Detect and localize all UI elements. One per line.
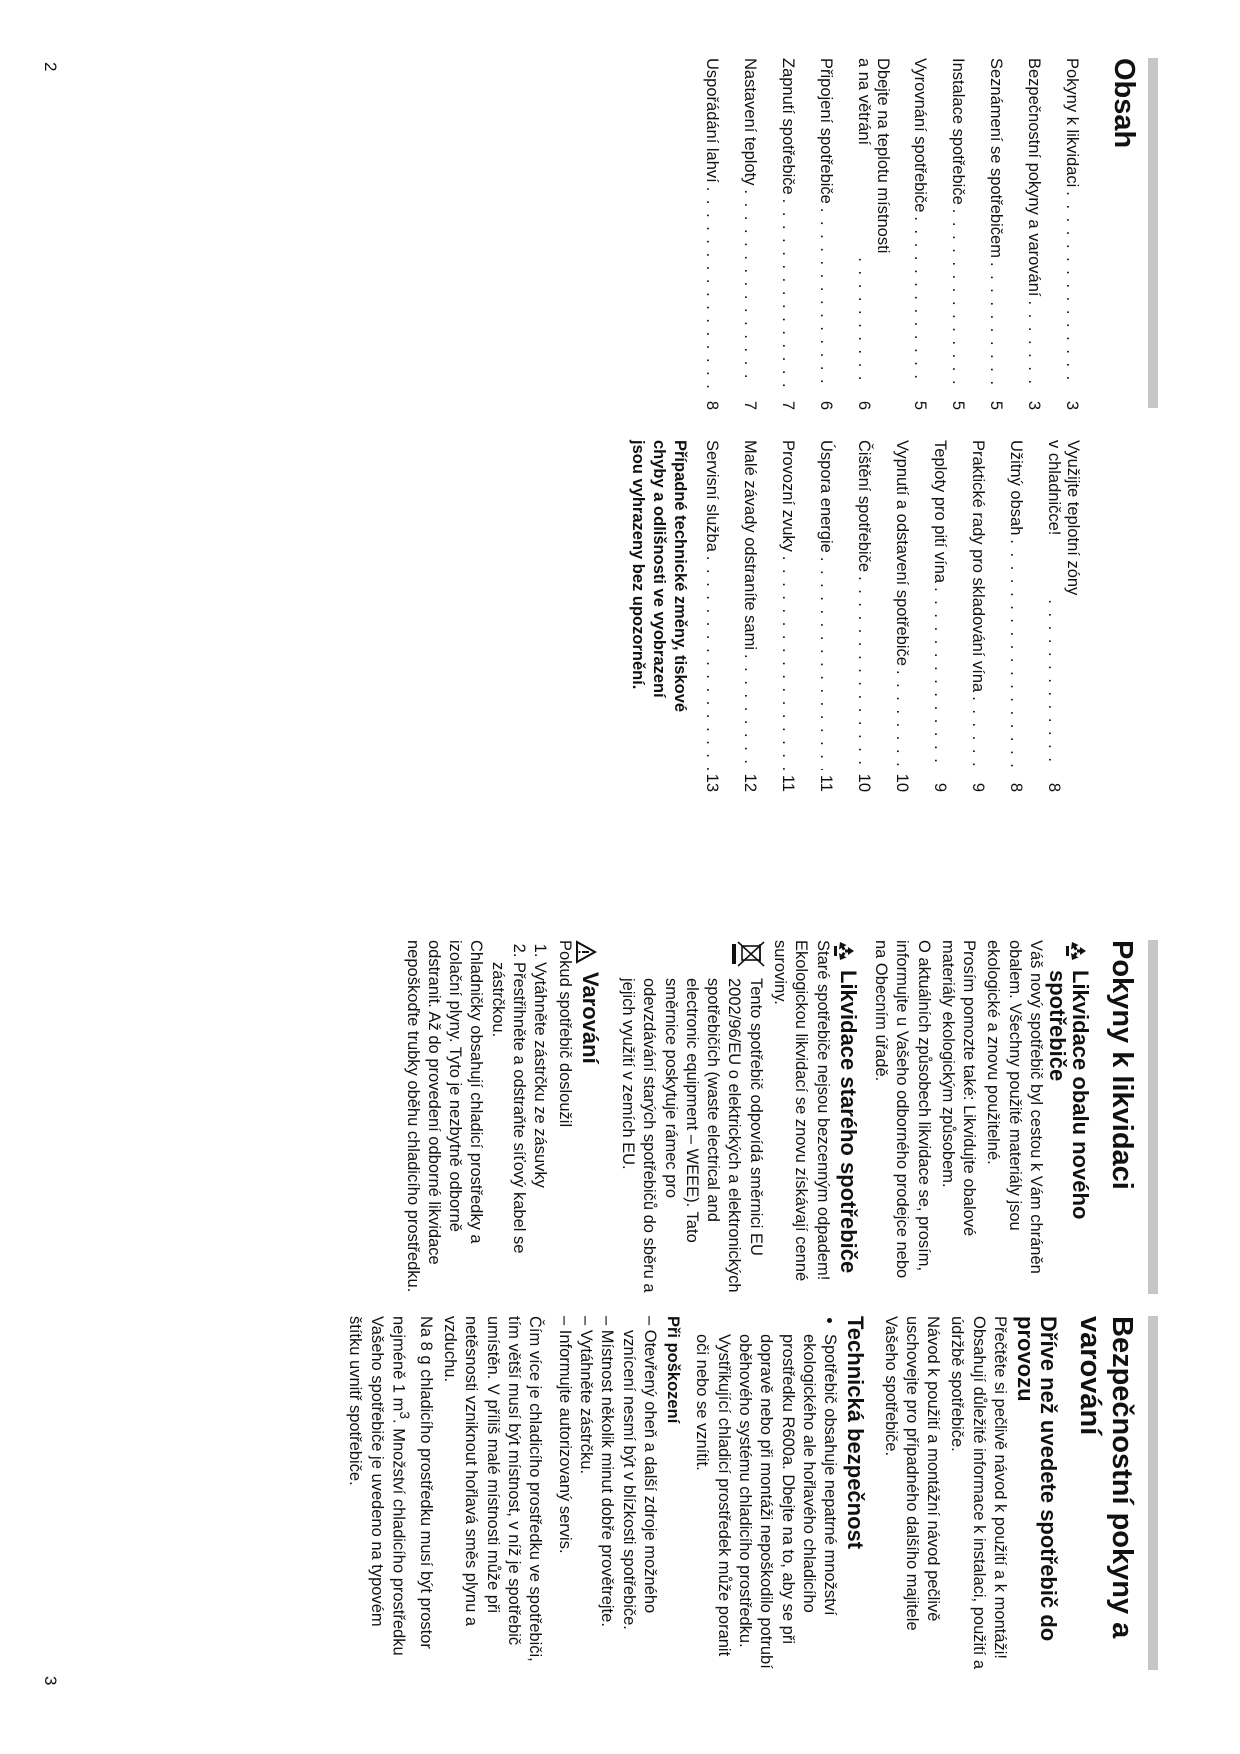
- toc-leader-dots: [948, 209, 967, 388]
- toc-entry: [1006, 440, 1044, 792]
- safety-title: Bezpečnostní pokyny a varování: [1074, 1316, 1138, 1639]
- toc-entry: [816, 440, 854, 792]
- toc-leader-dots: [1006, 539, 1025, 770]
- toc-entry: [854, 440, 892, 792]
- toc-entry: [816, 58, 854, 410]
- before-use-paragraph-2: Návod k použití a montážní návod pečlivě uschovejte pro případného dalšího majitele Vašeho spotřebiče.: [881, 1316, 943, 1631]
- damage-list: [553, 1316, 659, 1670]
- contents-list-right: [702, 440, 1100, 792]
- before-use-heading: Dříve než uvedete spotřebič do provozu: [1013, 1316, 1061, 1642]
- toc-leader-dots: [740, 654, 759, 770]
- toc-entry-page: 3: [1063, 400, 1081, 410]
- before-use-paragraph-1: Přečtěte si pečlivě návod k použití a k montáži! Obsahují důležité informace k instalaci, použití a údržbě spotřebiče.: [948, 1316, 1009, 1670]
- toc-entry-label: Nastavení teploty: [741, 58, 759, 186]
- toc-entry: [778, 58, 816, 410]
- packaging-heading: Likvidace obalu nového spotřebiče: [1045, 970, 1093, 1220]
- disposal-column: [398, 940, 1138, 1294]
- toc-entry: [702, 440, 740, 792]
- toc-entry-label: Čištění spotřebiče: [855, 440, 873, 573]
- page-number-left: 2: [41, 62, 60, 72]
- toc-entry-label: Uspořádání lahví: [703, 58, 721, 183]
- toc-leader-dots: [1062, 191, 1081, 388]
- toc-entry-label: Teploty pro pití vína: [931, 440, 949, 584]
- toc-entry: [986, 58, 1024, 410]
- technical-safety-list: [691, 1316, 840, 1670]
- toc-entry-page: 9: [969, 782, 987, 792]
- toc-leader-dots: [1044, 599, 1063, 770]
- damage-item: – Otevřený oheň a další zdroje možného vznícení nesmí být v blízkosti spotřebiče.: [619, 1316, 659, 1630]
- toc-entry-page: 8: [703, 400, 721, 410]
- toc-entry-page: 12: [741, 773, 759, 792]
- toc-entry-label: Dbejte na teplotu místnosti a na větrání: [855, 58, 892, 254]
- toc-entry-page: 5: [987, 400, 1005, 410]
- weee-paragraph: Tento spotřebič odpovídá směrnici EU 2002/96/EU o elektrických a elektronických spotřebičích (waste electrical and electronic equipment – WEEE). Tato směrnice poskytuje rámec pro odevzdávání starých spotřebičů do sběru a jejich využití v zemích EU.: [618, 978, 765, 1293]
- warning-paragraph: Chladničky obsahují chladicí prostředky a izolační plyny. Tyto je nezbytně odborně odstranit. Až do provedení odborné likvidace nepoškoďte trubky oběhu chladicího prostředku.: [403, 940, 486, 1293]
- packaging-paragraph-3: O aktuálních způsobech likvidace se, prosím, informujte u Vašeho odborného prodejce nebo na Obecním úřadě.: [871, 940, 933, 1279]
- toc-entry-label: Úspora energie: [817, 440, 835, 553]
- damage-item: – Vytáhněte zástrčku.: [576, 1316, 595, 1475]
- toc-entry-label: Vypnutí a odstavení spotřebiče: [893, 440, 911, 666]
- warning-step: 1. Vytáhněte zástrčku ze zásuvky: [529, 962, 550, 1294]
- toc-leader-dots: [854, 257, 873, 388]
- technical-safety-heading: Technická bezpečnost: [843, 1316, 869, 1550]
- toc-leader-dots: [986, 262, 1005, 388]
- refrigerant-amount-paragraph: Na 8 g chladicího prostředku musí být prostor nejméně 1 $m^3$. Množství chladicího prostředku Vašeho spotřebiče je uvedeno na typovém štítku uvnitř spotřebiče.: [346, 1316, 435, 1656]
- toc-entry-label: Bezpečnostní pokyny a varování: [1025, 58, 1043, 297]
- weee-block: [614, 940, 766, 1294]
- toc-entry-page: 10: [855, 773, 873, 792]
- toc-entry-label: Pokyny k likvidaci: [1063, 58, 1081, 188]
- safety-column: [341, 1316, 1138, 1670]
- toc-entry: [910, 58, 948, 410]
- toc-entry-label: Praktické rady pro skladování vína: [969, 440, 987, 693]
- damage-item: – Informujte autorizovaný servis.: [555, 1316, 574, 1554]
- warning-intro: Pokud spotřebič dosloužil: [555, 940, 574, 1128]
- warning-steps: [486, 940, 550, 1294]
- recycle-icon: [1065, 940, 1087, 962]
- disclaimer-note: Případné technické změny, tiskové chyby a odlišnosti ve vyobrazení jsou vyhrazeny bez upozornění.: [629, 440, 689, 713]
- toc-leader-dots: [778, 199, 797, 388]
- damage-heading: Při poškození: [664, 1316, 683, 1424]
- toc-entry-page: 6: [817, 400, 835, 410]
- toc-entry: [702, 58, 740, 410]
- toc-leader-dots: [702, 187, 721, 388]
- packaging-paragraph-2: Prosím pomozte také: Likvidujte obalové materiály ekologickým způsobem.: [938, 940, 979, 1237]
- toc-entry: [740, 440, 778, 792]
- toc-entry: [968, 440, 1006, 792]
- toc-entry-label: Zapnutí spotřebiče: [779, 58, 797, 195]
- toc-entry: [778, 440, 816, 792]
- toc-entry-page: 3: [1025, 400, 1043, 410]
- toc-entry-page: 13: [703, 773, 721, 792]
- toc-entry-label: Seznámení se spotřebičem: [987, 58, 1005, 258]
- toc-entry: [1024, 58, 1062, 410]
- toc-entry-label: Využijte teplotní zóny v chladničce!: [1045, 440, 1082, 596]
- toc-entry-page: 6: [855, 400, 873, 410]
- disposal-header-bar: [1148, 940, 1158, 1294]
- toc-leader-dots: [816, 208, 835, 388]
- toc-leader-dots: [1024, 300, 1043, 388]
- toc-entry-label: Instalace spotřebiče: [949, 58, 967, 205]
- recycle-icon: [833, 940, 855, 962]
- toc-entry: [1062, 58, 1100, 410]
- toc-entry: [1044, 440, 1100, 792]
- toc-entry-page: 11: [779, 774, 797, 792]
- weee-bin-icon: [732, 940, 766, 968]
- toc-entry-label: Připojení spotřebiče: [817, 58, 835, 204]
- toc-entry: [854, 58, 910, 410]
- old-appliance-paragraph: Staré spotřebiče nejsou bezcenným odpadem! Ekologickou likvidací se znovu získávají cenné suroviny.: [771, 940, 832, 1282]
- toc-entry: [740, 58, 778, 410]
- contents-title: Obsah: [1108, 58, 1140, 149]
- warning-heading-row: [575, 940, 602, 1294]
- damage-item: – Místnost několik minut dobře provětrejte.: [598, 1316, 617, 1627]
- toc-entry-page: 8: [1045, 782, 1063, 792]
- toc-entry-page: 5: [949, 400, 967, 410]
- toc-entry-label: Provozní zvuky: [779, 440, 797, 552]
- toc-leader-dots: [968, 696, 987, 770]
- safety-header-bar: [1148, 1316, 1158, 1670]
- toc-entry-label: Servisní služba: [703, 440, 721, 552]
- toc-entry-label: Malé závady odstraníte sami: [741, 440, 759, 651]
- contents-header-bar: [1148, 58, 1158, 408]
- old-appliance-heading-row: [833, 940, 860, 1294]
- toc-entry: [948, 58, 986, 410]
- technical-safety-item: • Spotřebič obsahuje nepatrné množství ekologického ale hořlavého chladicího prostředku R600a. Dbejte na to, aby se při dopravě nebo při montáži nepoškodilo potrubí oběhového systému chladicího prostředku. Vystřikující chladicí prostředek může poranit oči nebo se vznítit.: [691, 1334, 840, 1670]
- toc-leader-dots: [892, 670, 911, 770]
- room-size-paragraph: Čím více je chladicího prostředku ve spotřebiči, tím větší musí být místnost, v níž je spotřebič umístěn. V příliš malé místnosti může při netěsnosti vzniknout hořlavá směs plynu a vzduchu.: [441, 1316, 545, 1662]
- warning-triangle-icon: [575, 940, 597, 964]
- toc-leader-dots: [854, 576, 873, 770]
- disposal-title: Pokyny k likvidaci: [1106, 940, 1138, 1190]
- toc-entry-page: 7: [779, 400, 797, 410]
- old-appliance-heading: Likvidace starého spotřebiče: [835, 970, 861, 1274]
- packaging-heading-row: [1046, 940, 1092, 1294]
- toc-leader-dots: [778, 556, 797, 770]
- toc-leader-dots: [740, 190, 759, 389]
- toc-entry: [892, 440, 930, 792]
- toc-entry-page: 5: [911, 400, 929, 410]
- toc-leader-dots: [930, 587, 949, 770]
- toc-entry-page: 9: [931, 782, 949, 792]
- contents-list-left: [702, 58, 1100, 410]
- warning-step: 2. Přestřihněte a odstraňte síťový kabel se zástrčkou.: [486, 962, 529, 1294]
- toc-leader-dots: [910, 216, 929, 388]
- toc-entry-label: Vyrovnání spotřebiče: [911, 58, 929, 213]
- toc-entry-page: 8: [1007, 782, 1025, 792]
- packaging-paragraph-1: Váš nový spotřebič byl cestou k Vám chráněn obalem. Všechny použité materiály jsou ekologické a znovu použitelné.: [984, 940, 1045, 1274]
- toc-entry-label: Užitný obsah: [1007, 440, 1025, 536]
- toc-entry: [930, 440, 968, 792]
- warning-heading: Varování: [577, 972, 603, 1064]
- toc-entry-page: 7: [741, 400, 759, 410]
- toc-entry-page: 10: [893, 773, 911, 792]
- toc-entry-page: 11: [817, 774, 835, 792]
- toc-leader-dots: [816, 557, 835, 770]
- toc-leader-dots: [702, 556, 721, 770]
- page-number-right: 3: [41, 1676, 60, 1686]
